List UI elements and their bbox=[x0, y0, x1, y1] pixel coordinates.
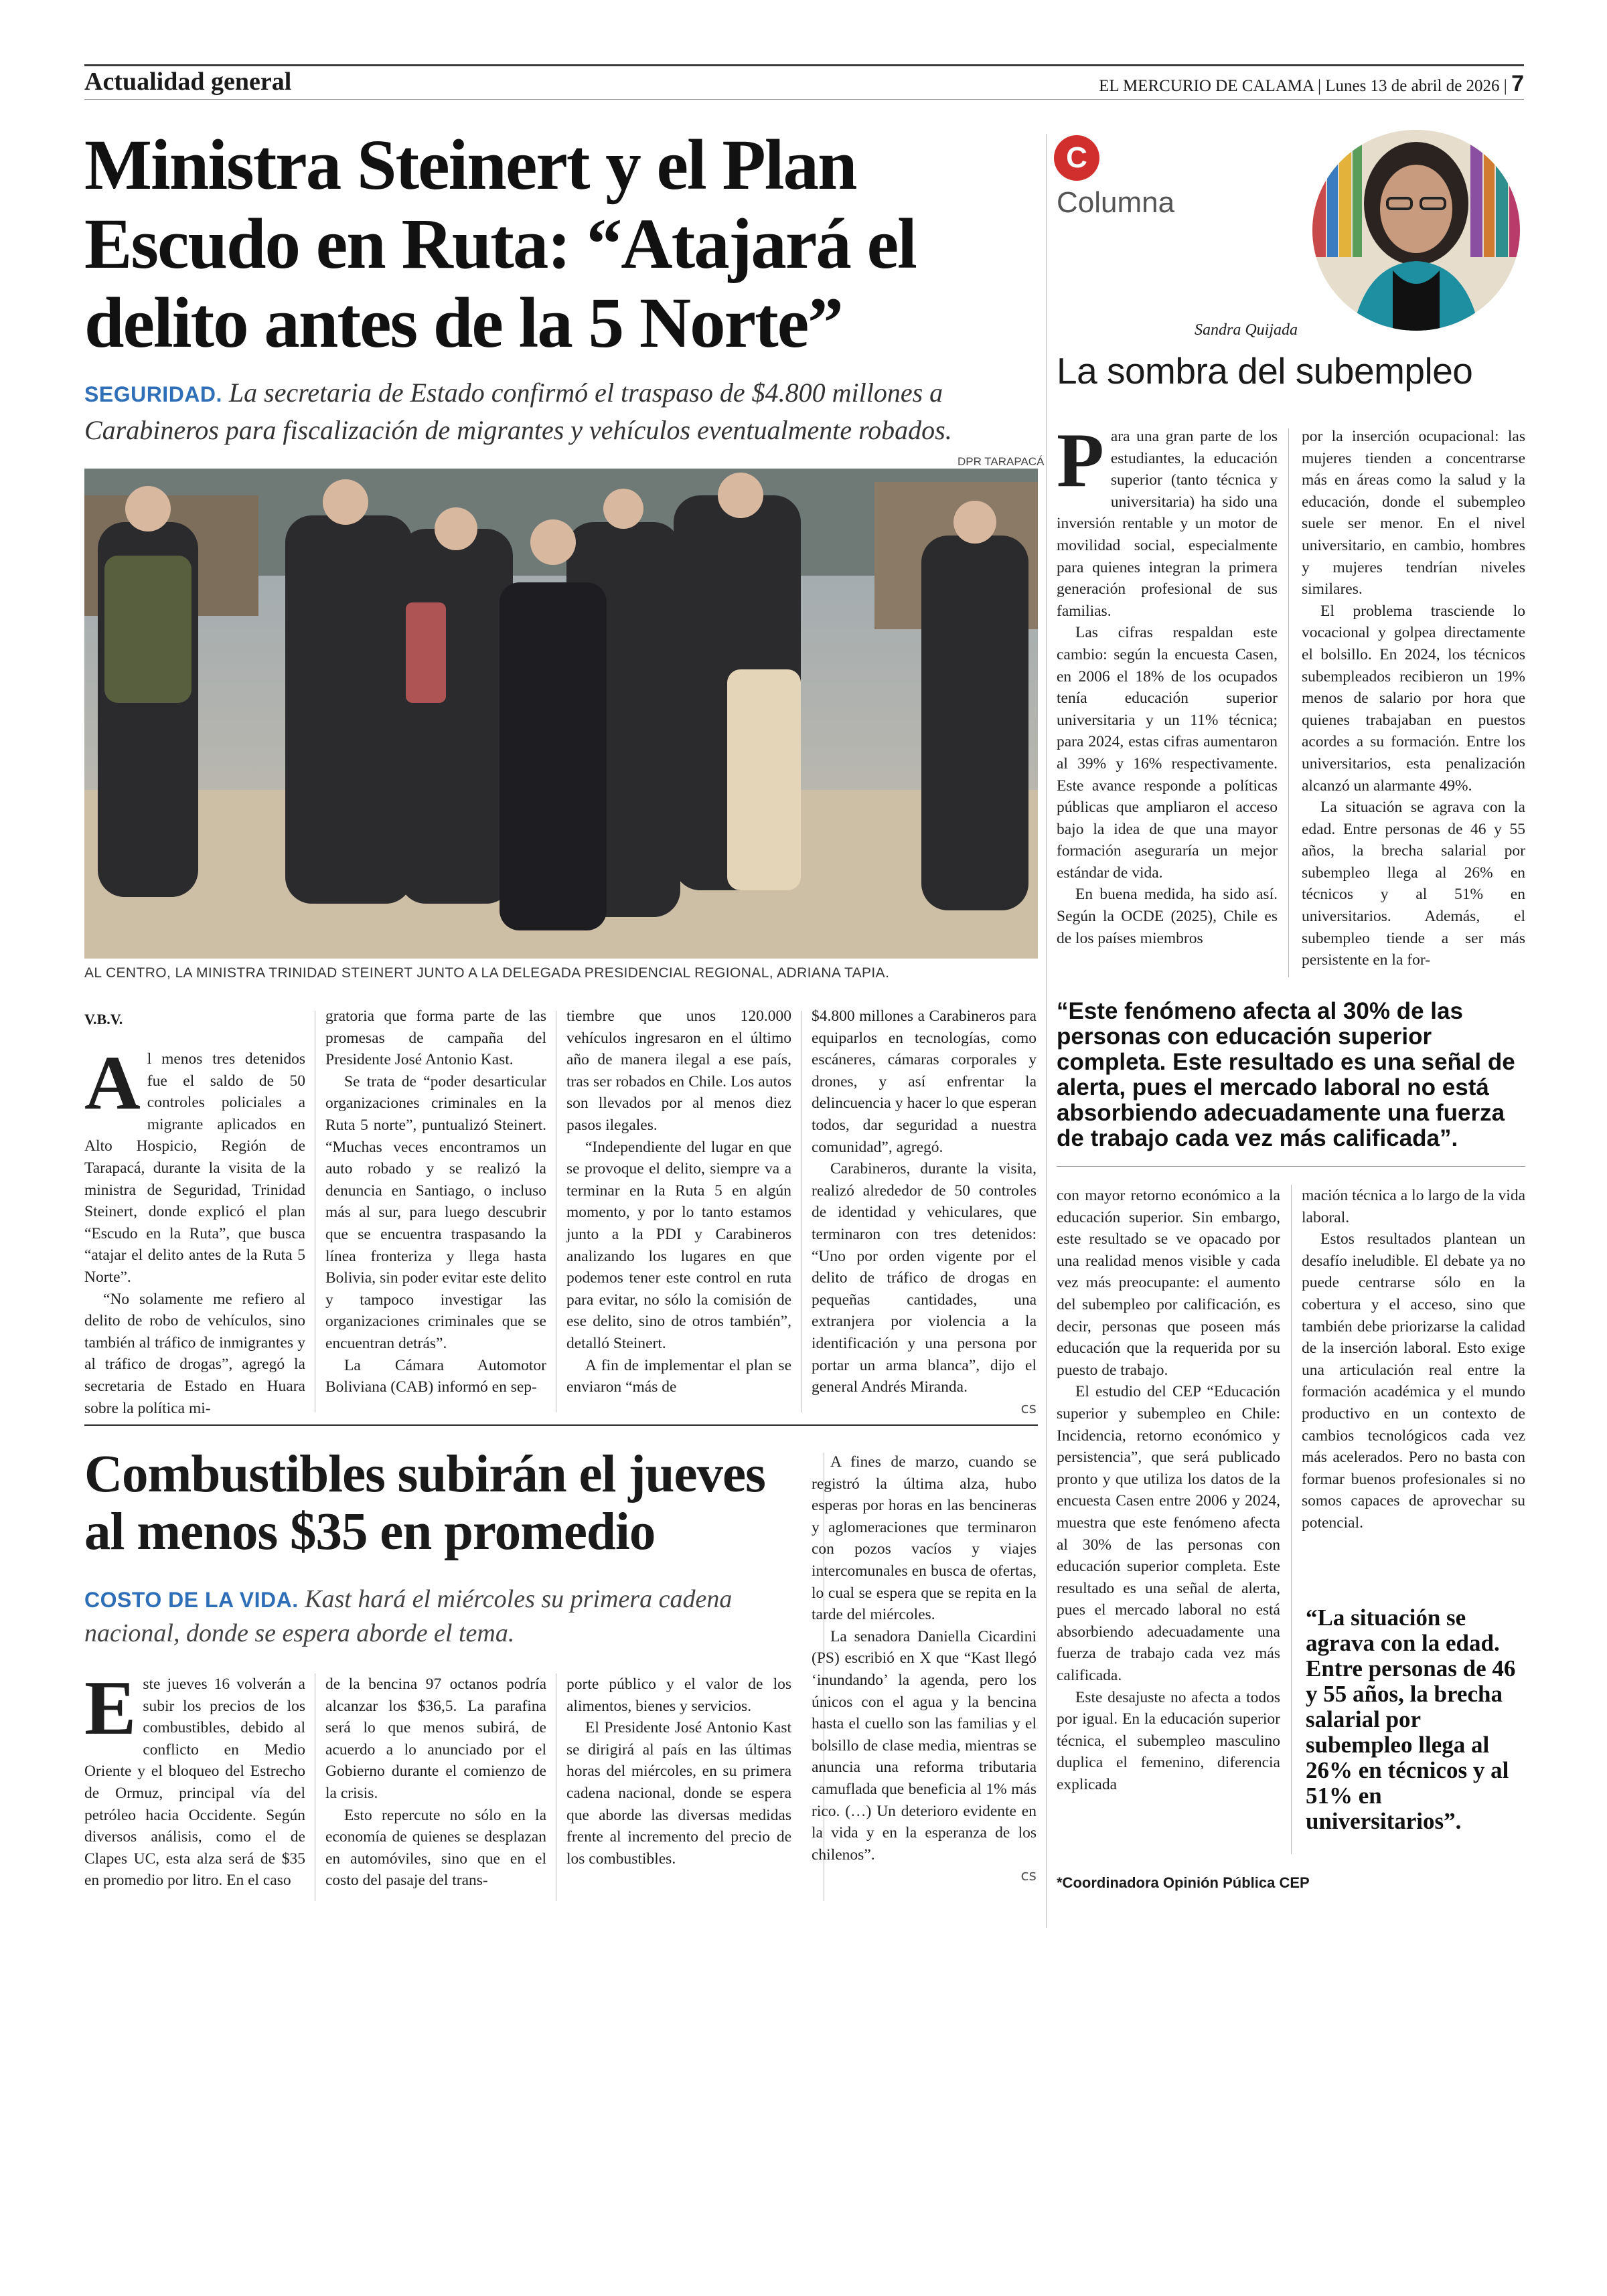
main-deck bbox=[84, 375, 1035, 448]
dropcap: E bbox=[84, 1665, 137, 1751]
column-paragraph: por la inserción ocupacional: las mujeres tienden a concentrarse más en áreas como la salud y la educación, donde el subempleo suele ser menor. En el nivel universitario, en cambio, hombres y mujeres tendrían niveles similares. bbox=[1302, 428, 1525, 598]
pull-quote: “La situación se agrava con la edad. Entre personas de 46 y 55 años, la brecha salarial por subempleo llega al 26% en técnicos y al 51% en universitarios”. bbox=[1306, 1605, 1516, 1834]
column-paragraph: Estos resultados plantean un desafío ineludible. El debate ya no puede centrarse sólo en la cobertura y el acceso, sino que también debe priorizarse la calidad de la inserción laboral. Esto exige una articulación real entre la formación académica y el mundo productivo en un contexto de cambios tecnológicos cada vez más acelerados. Pero no basta con formar buenos profesionales si no somos capaces de aprovechar su potencial. bbox=[1302, 1230, 1525, 1532]
story2-column-4 bbox=[812, 1451, 1037, 1888]
story1-paragraph: $4.800 millones a Carabineros para equiparlos en tecnologías, como escáneres, cámaras corporales y drones, y así enfrentar la delincuencia y hacer lo que esperan todos, dar seguridad a nuestra comunidad”, agregó. bbox=[812, 1007, 1037, 1156]
photo-credit: DPR TARAPACÁ bbox=[958, 455, 1045, 468]
main-headline: Ministra Steinert y el Plan Escudo en Ruta: “Atajará el delito antes de la 5 Norte” bbox=[84, 126, 916, 363]
story1-paragraph: Carabineros, durante la visita, realizó alrededor de 50 controles de identidad y vehiculares, que terminaron con tres detenidos: “Uno por orden vigente por el delito de tráfico de drogas en pequeñas cantidades, una extranjera por violencia a la identificación y una persona por portar un arma blanca”, dijo el general Andrés Miranda. bbox=[812, 1160, 1037, 1396]
story1-paragraph: l menos tres detenidos fue el saldo de 50 controles policiales a migrante aplicados en Alto Hospicio, Región de Tarapacá, durante la visita de la ministra de Seguridad, Trinidad Steinert, donde explicó el plan “Escudo en la Ruta”, que busca “atajar el delito antes de la Ruta 5 Norte”. bbox=[84, 1050, 305, 1286]
story1-paragraph: Se trata de “poder desarticular organizaciones criminales en la Ruta 5 norte”, puntualizó Steinert. “Muchas veces encontramos un auto robado y se realizó la denuncia en Santiago, o incluso más al sur, para luego descubrir que se encuentra traspasando la línea fronteriza y llega hasta Bolivia, sin poder evitar este delito y tampoco investigar las organizaciones criminales que se encuentran detrás”. bbox=[325, 1072, 546, 1352]
story1-paragraph: gratoria que forma parte de las promesas de campaña del Presidente José Antonio Kast. bbox=[325, 1007, 546, 1069]
story1-paragraph: tiembre que unos 120.000 vehículos ingresaron en el último año de manera ilegal a ese país, tras ser robados en Chile. Los autos son llevados por al menos diez pasos ilegales. bbox=[566, 1007, 791, 1134]
story1-column-3 bbox=[566, 1005, 791, 1398]
byline: V.B.V. bbox=[84, 1011, 123, 1028]
story2-column-1 bbox=[84, 1665, 305, 1892]
issue-date: | Lunes 13 de abril de 2026 | bbox=[1317, 77, 1507, 95]
newspaper-name: EL MERCURIO DE CALAMA bbox=[1099, 77, 1314, 95]
story1-column-4 bbox=[812, 1005, 1037, 1420]
column-text-d bbox=[1302, 1185, 1525, 1534]
section-label: Actualidad general bbox=[84, 68, 292, 96]
main-kicker: SEGURIDAD. bbox=[84, 382, 222, 406]
story2-kicker: COSTO DE LA VIDA. bbox=[84, 1588, 299, 1612]
story1-paragraph: “No solamente me refiero al delito de robo de vehículos, sino también al tráfico de inmigrantes y al tráfico de drogas”, agregó la secretaria de Estado en Huara sobre la política mi- bbox=[84, 1290, 305, 1417]
story1-paragraph: “Independiente del lugar en que se provoque el delito, siempre va a terminar en la Ruta 5 en algún momento, y por lo tanto estamos junto a la PDI y Carabineros analizando los lugares en que podemos tener este control en ruta para evitar, no sólo la comisión de ese delito, sino de otros también”, detalló Steinert. bbox=[566, 1138, 791, 1352]
header-top-rule bbox=[84, 64, 1524, 66]
news-photo bbox=[84, 469, 1038, 959]
opinion-divider bbox=[1046, 134, 1047, 1928]
column-paragraph: La situación se agrava con la edad. Entre personas de 46 y 55 años, la brecha salarial por subempleo llega al 26% en técnicos y al 51% en universitarios. Además, el subempleo tiende a ser más persistente en la for- bbox=[1302, 799, 1525, 969]
story2-paragraph: de la bencina 97 octanos podría alcanzar los $36,5. La parafina será lo que menos subirá, de acuerdo a lo anunciado por el Gobierno durante el comienzo de la crisis. bbox=[325, 1675, 546, 1802]
story1-paragraph: La Cámara Automotor Boliviana (CAB) informó en sep- bbox=[325, 1356, 546, 1396]
author-photo bbox=[1312, 130, 1520, 331]
story2-deck-text: Kast hará el miércoles su primera cadena nacional, donde se espera aborde el tema. bbox=[84, 1585, 733, 1647]
author-portrait bbox=[1312, 130, 1520, 331]
column-badge-icon: C bbox=[1054, 135, 1099, 181]
column-divider bbox=[1291, 1185, 1292, 1854]
column-text-a bbox=[1057, 418, 1278, 949]
column-paragraph: Este desajuste no afecta a todos por igual. En la educación superior técnica, el subempleo masculino duplica el femenino, diferencia explicada bbox=[1057, 1688, 1280, 1794]
pull-quote-rule bbox=[1057, 1166, 1525, 1167]
story2-paragraph: ste jueves 16 volverán a subir los precios de los combustibles, debido al conflicto en Medio Oriente y el bloqueo del Estrecho de Ormuz, principal vía del petróleo hacia Occidente. Según diversos análisis, como el de Clapes UC, esta alza será de $35 en promedio por litro. En el caso bbox=[84, 1675, 305, 1890]
story2-column-2 bbox=[325, 1673, 546, 1892]
pull-quote: “Este fenómeno afecta al 30% de las personas con educación superior completa. Este resultado es una señal de alerta, pues el mercado laboral no está absorbiendo adecuadamente una fuerza de trabajo cada vez más calificada”. bbox=[1057, 998, 1515, 1151]
story-separator bbox=[84, 1424, 1038, 1426]
column-text-c bbox=[1057, 1185, 1280, 1796]
author-name: Sandra Quijada bbox=[1195, 321, 1298, 339]
column-label: Columna bbox=[1057, 186, 1175, 219]
story1-paragraph: A fin de implementar el plan se enviaron “más de bbox=[566, 1356, 791, 1396]
dropcap: A bbox=[84, 1040, 141, 1126]
story1-column-2 bbox=[325, 1005, 546, 1398]
column-paragraph: El estudio del CEP “Educación superior y subempleo en Chile: Incidencia, retorno económico y persistencia”, que será publicado pronto y que utiliza los datos de la encuesta Casen entre 2006 y 2024, muestra que este fenómeno afecta al 30% de las personas con educación superior completa. Este resultado es una señal de alerta, pues el mercado laboral no está absorbiendo adecuadamente una fuerza de trabajo cada vez más calificada. bbox=[1057, 1383, 1280, 1685]
news-photo-illustration bbox=[84, 469, 1038, 959]
story2-paragraph: A fines de marzo, cuando se registró la última alza, hubo esperas por horas en las bencineras y aglomeraciones que terminaron con pozos vacíos y viajes intercomunales en busca de ofertas, lo cual se espera que se repita en la tarde del miércoles. bbox=[812, 1453, 1037, 1624]
column-paragraph: con mayor retorno económico a la educación superior. Sin embargo, este resultado se ve opacado por una realidad menos visible y cada vez más preocupante: el aumento del subempleo por calificación, es decir, personas que poseen más educación que la requerida por su puesto de trabajo. bbox=[1057, 1187, 1280, 1379]
column-paragraph: En buena medida, ha sido así. Según la OCDE (2025), Chile es de los países miembros bbox=[1057, 886, 1278, 947]
dropcap: P bbox=[1057, 418, 1104, 503]
story2-paragraph: La senadora Daniella Cicardini (PS) escribió en X que “Kast llegó ‘inundando’ la agenda, pero los únicos con el agua y la bencina hasta el cuello son las familias y el bolsillo de clase media, mientras se anuncia una reforma tributaria camuflada que beneficia al 1% más rico. (…) Un deterioro evidente en la vida y en la esperanza de los chilenos”. bbox=[812, 1627, 1037, 1864]
story2-paragraph: Esto repercute no sólo en la economía de quienes se desplazan en automóviles, sino que en el costo del pasaje del trans- bbox=[325, 1806, 546, 1890]
story2-deck bbox=[84, 1582, 808, 1650]
column-paragraph: ara una gran parte de los estudiantes, la educación superior (tanto técnica y universitaria) ha sido una inversión rentable y un motor de movilidad social, especialmente para quienes integran la primera generación profesional de sus familias. bbox=[1057, 428, 1278, 620]
author-footnote: *Coordinadora Opinión Pública CEP bbox=[1057, 1874, 1310, 1891]
main-deck-text: La secretaria de Estado confirmó el traspaso de $4.800 millones a Carabineros para fiscalización de migrantes y vehículos eventualmente robados. bbox=[84, 378, 952, 445]
column-paragraph: El problema trasciende lo vocacional y golpea directamente el bolsillo. En 2024, los técnicos subempleados recibieron un 19% menos de salario por hora que quienes trabajaban en puestos acordes a su formación. Entre los universitarios, esta penalización alcanzó un alarmante 49%. bbox=[1302, 602, 1525, 795]
column-divider bbox=[1288, 428, 1289, 977]
photo-caption: AL CENTRO, LA MINISTRA TRINIDAD STEINERT JUNTO A LA DELEGADA PRESIDENCIAL REGIONAL, ADRIANA TAPIA. bbox=[84, 965, 890, 981]
page-number: 7 bbox=[1511, 71, 1524, 96]
column-title: La sombra del subempleo bbox=[1057, 350, 1473, 392]
column-paragraph: Las cifras respaldan este cambio: según la encuesta Casen, en 2006 el 18% de los ocupados tenía educación superior universitaria y un 11% técnica; para 2024, estas cifras aumentaron al 39% y 16% respectivamente. Este avance responde a políticas públicas que ampliaron el acceso bajo la idea de que una mayor formación aseguraría un mejor estándar de vida. bbox=[1057, 624, 1278, 882]
story2-column-3 bbox=[566, 1673, 791, 1870]
end-mark-icon: cs bbox=[1020, 1400, 1037, 1417]
story2-paragraph: porte público y el valor de los alimentos, bienes y servicios. bbox=[566, 1675, 791, 1715]
end-mark-icon: cs bbox=[1020, 1868, 1037, 1885]
story2-headline: Combustibles subirán el jueves al menos $35 en promedio bbox=[84, 1445, 765, 1561]
header-rule bbox=[84, 99, 1524, 100]
column-paragraph: mación técnica a lo largo de la vida laboral. bbox=[1302, 1187, 1525, 1226]
story1-column-1 bbox=[84, 1040, 305, 1419]
masthead bbox=[1099, 71, 1524, 97]
story2-paragraph: El Presidente José Antonio Kast se dirigirá al país en las últimas horas del miércoles, en su primera cadena nacional, donde se espera que aborde las diversas medidas frente al incremento del precio de los combustibles. bbox=[566, 1719, 791, 1868]
column-text-b bbox=[1302, 426, 1525, 971]
